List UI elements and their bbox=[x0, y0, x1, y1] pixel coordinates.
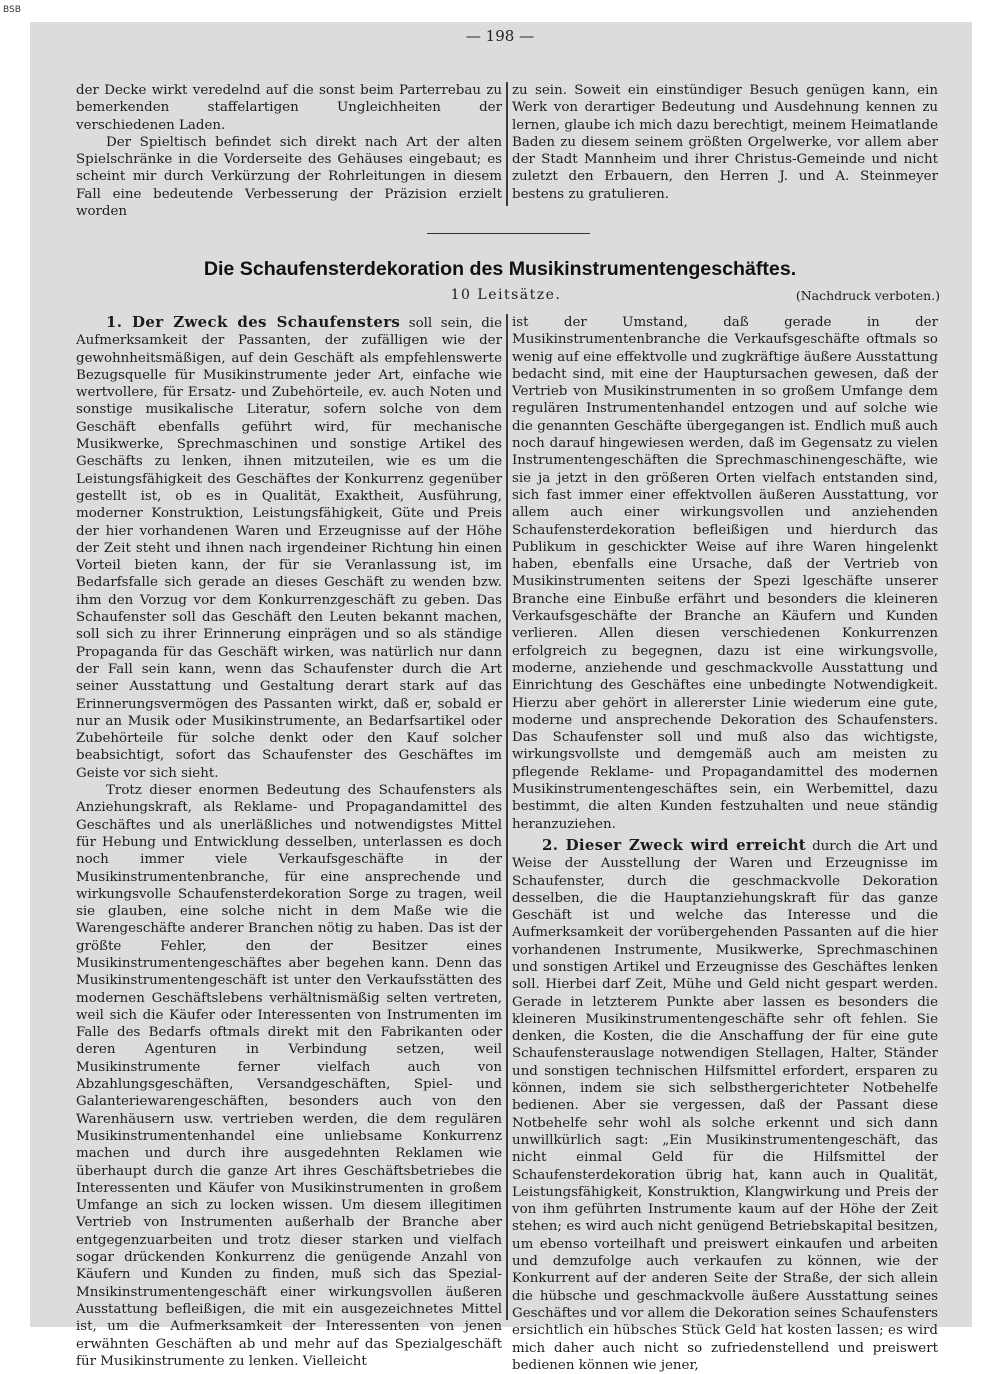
article-right-column bbox=[512, 314, 938, 1374]
section-rule bbox=[427, 233, 590, 234]
paragraph: Trotz dieser enormen Bedeutung des Schaufensters als Anziehungskraft, als Reklame- und Propagandamittel des Geschäftes und als unerläßliches und notwendigstes Mittel für Hebung und Entwicklung desselben, unterlassen es doch noch immer viele Verkaufsgeschäfte in der Musikinstrumentenbranche, für eine ansprechende und wirkungsvolle Schaufensterdekoration Sorge zu tragen, weil sie glauben, eine solche nicht in dem Maße wie die Warengeschäfte anderer Branchen nötig zu haben. Das ist der größte Fehler, den der Besitzer eines Musikinstrumentengeschäftes aber begehen kann. Denn das Musikinstrumentengeschäft ist unter den Verkaufsstätten des modernen Geschäftslebens verhältnismäßig selten vertreten, weil sich die Käufer oder Interessenten von Instrumenten im Falle des Bedarfs oftmals direkt mit den Fabrikanten oder deren Agenturen in Verbindung setzen, weil Musikinstrumente ferner vielfach auch von Abzahlungsgeschäften, Versandgeschäften, Spiel- und Galanteriewarengeschäften, besonders auch von den Warenhäusern usw. vertrieben werden, die dem regulären Musikinstrumentenhandel eine unliebsame Konkurrenz machen und durch ihre ausgedehnten Reklamen wie überhaupt durch die ganze Art ihres Geschäftsbetriebes die Interessenten und Käufer von Musikinstrumenten in großem Umfange an sich zu locken wissen. Um diesem illegitimen Vertrieb von Instrumenten außerhalb der Branche aber entgegenzuarbeiten und trotz dieser starken und vielfach sogar drückenden Konkurrenz die genügende Anzahl von Käufern und Kunden zu finden, muß sich das Spezial-Mnsikinstrumentengeschäft einer wirkungsvollen äußeren Ausstattung befleißigen, die mit ein ausgezeichnetes Mittel ist, um die Aufmerksamkeit der Interessenten von jenen erwähnten Geschäften ab und mehr auf das Spezialgeschäft für Musikinstrumente zu lenken. Vielleicht bbox=[76, 783, 502, 1369]
page-number: — 198 — bbox=[465, 27, 535, 45]
column-divider bbox=[506, 314, 508, 1320]
section-heading: 1. Der Zweck des Schaufensters bbox=[106, 313, 401, 331]
section-heading: 2. Dieser Zweck wird erreicht bbox=[542, 835, 807, 854]
article-title: Die Schaufensterdekoration des Musikinstrumentengeschäftes. bbox=[203, 258, 797, 280]
top-right-column bbox=[512, 82, 938, 203]
paragraph: Der Spieltisch befindet sich direkt nach Art der alten Spielschränke in die Vorderseite des Gehäuses eingebaut; es scheint mir durch Verkürzung der Rohrleitungen in diesem Fall eine bedeutende Verbesserung der Präzision erzielt worden bbox=[76, 134, 502, 220]
column-divider bbox=[506, 82, 508, 206]
reprint-notice: (Nachdruck verboten.) bbox=[795, 288, 940, 303]
article-left-column bbox=[76, 314, 502, 1370]
library-mark: BSB bbox=[3, 5, 21, 15]
paragraph bbox=[76, 314, 502, 782]
top-left-column bbox=[76, 82, 502, 220]
paragraph: der Decke wirkt veredelnd auf die sonst beim Parterrebau zu bemerkenden staffelartigen Ungleichheiten der verschiedenen Laden. bbox=[76, 83, 502, 133]
paragraph-text: soll sein, die Aufmerksamkeit der Passanten, der zufälligen wie der gewohnheitsmäßigen, auf dein Geschäft als empfehlenswerte Bezugsquelle für Musikinstrumente jeder Art, einfache wie wertvollere, für Ersatz- und Zubehörteile, ev. auch Noten und sonstige musikalische Literatur, sofern solche von dem Geschäft ebenfalls geführt wird, für mechanische Musikwerke, Sprechmaschinen und sonstige Artikel des Geschäfts zu lenken, ihnen mitzuteilen, wie es um die Leistungsfähigkeit des Geschäftes der Konkurrenz gegenüber gestellt ist, ob es in Qualität, Exaktheit, Ausführung, moderner Konstruktion, Leistungsfähigkeit, Güte und Preis der hier vorhandenen Waren und Erzeugnisse auf der Höhe der Zeit steht und ihnen nach irgendeiner Richtung hin einen Vorteil bieten kann, der für sie Veranlassung ist, im Bedarfsfalle sich gerade an dieses Geschäft zu wenden bzw. ihm den Vorzug vor dem Konkurrenzgeschäft zu geben. Das Schaufenster soll das Geschäft den Leuten bekannt machen, soll sich zu ihrer Erinnerung einprägen und so als ständige Propaganda für das Geschäft wirken, was natürlich nur dann der Fall sein kann, wenn das Schaufenster durch die Art seiner Ausstattung und Gestaltung derart stark auf das Erinnerungsvermögen des Passanten wirkt, daß er, sobald er nur an Musik oder Musikinstrumente, an Bedarfsartikel oder Zubehörteile für solche denkt oder den Kauf solcher beabsichtigt, sofort das Schaufenster des Geschäftes im Geiste vor sich sieht. bbox=[76, 316, 502, 781]
paragraph-text: durch die Art und Weise der Ausstellung der Waren und Erzeugnisse im Schaufenster, durch die geschmackvolle Dekoration desselben, die die Hauptanziehungskraft für das ganze Geschäft ist und welche das Interesse und die Aufmerksamkeit der vorübergehenden Passanten auf die hier vorhandenen Instrumente, Musikwerke, Sprechmaschinen und sonstigen Artikel und Erzeugnisse des Geschäftes lenken soll. Hierbei darf Zeit, Mühe und Geld nicht gespart werden. Gerade in letzterem Punkte aber lassen es besonders die kleineren Musikinstrumentengeschäfte sehr oft fehlen. Sie denken, die Kosten, die die Anschaffung der für eine gute Schaufensterauslage notwendigen Stellagen, Halter, Ständer und sonstigen technischen Hilfsmittel erfordert, ersparen zu können, indem sie sich selbsthergerichteter Notbehelfe bedienen. Aber sie vergessen, daß der Passant diese Notbehelfe sehr wohl als solche erkennt und sich dann unwillkürlich sagt: „Ein Musikinstrumentengeschäft, das nicht einmal Geld für die Hilfsmittel der Schaufensterdekoration übrig hat, kann auch in Qualität, Leistungsfähigkeit, Konstruktion, Klangwirkung und Preis der von ihm geführten Instrumente kaum auf der Höhe der Zeit stehen; es wird auch nicht genügend Betriebskapital besitzen, um ebenso vorteilhaft und preiswert einkaufen und arbeiten und demzufolge auch verkaufen zu können, wie der Konkurrent auf der anderen Seite der Straße, der sich allein die hübsche und geschmackvolle äußere Ausstattung seines Geschäftes und vor allem die Dekoration seines Schaufensters ersichtlich ein hübsches Stück Geld hat kosten lassen; es wird mich daher auch nicht so zufriedenstellend und preiswert bedienen können wie jener, bbox=[512, 838, 938, 1373]
paragraph: zu sein. Soweit ein einstündiger Besuch genügen kann, ein Werk von derartiger Bedeutung und Ausdehnung kennen zu lernen, glaube ich mich dazu berechtigt, meinem Heimatlande Baden zu diesem seinem größten Orgelwerke, vor allem aber der Stadt Mannheim und ihrer Christus-Gemeinde und nicht zuletzt den Erbauern, den Herren J. und A. Steinmeyer bestens zu gratulieren. bbox=[512, 83, 938, 202]
paragraph: ist der Umstand, daß gerade in der Musikinstrumentenbranche die Verkaufsgeschäfte oftmals so wenig auf eine effektvolle und zugkräftige äußere Ausstattung bedacht sind, mit eine der Hauptursachen gewesen, daß der Vertrieb von Musikinstrumenten in so großem Umfange dem regulären Instrumentenhandel entzogen und auf solche wie die genannten Geschäfte übergegangen ist. Endlich muß auch noch darauf hingewiesen werden, daß im Gegensatz zu vielen Instrumentengeschäften die Sprechmaschinengeschäfte, wie sie ja jetzt in den größeren Orten vielfach entstanden sind, sich fast immer einer effektvollen äußeren Ausstattung, vor allem auch einer wirkungsvollen und anziehenden Schaufensterdekoration befleißigen und hierdurch das Publikum in geschickter Weise auf ihre Waren hingelenkt haben, ebenfalls eine Ursache, daß der Vertrieb von Musikinstrumenten seitens der Spezi lgeschäfte unserer Branche eine Einbuße erfährt und besonders die kleineren Verkaufsgeschäfte der Branche an Käufern und Kunden verlieren. Allen diesen verschiedenen Konkurrenzen erfolgreich zu begegnen, dazu ist eine wirkungsvolle, moderne, anziehende und geschmackvolle Ausstattung und Einrichtung des Geschäftes eine unbedingte Notwendigkeit. Hierzu aber gehört in allererster Linie wiederum eine gute, moderne und ansprechende Dekoration des Schaufensters. Das Schaufenster soll und muß also das wichtigste, wirkungsvollste und demgemäß auch am meisten zu pflegende Reklame- und Propagandamittel des modernen Musikinstrumentengeschäftes sein, ein Werbemittel, dazu bestimmt, die alten Kunden festzuhalten und neue ständig heranzuziehen. bbox=[512, 315, 938, 832]
paragraph bbox=[512, 837, 938, 1374]
article-subtitle: 10 Leitsätze. bbox=[450, 287, 562, 303]
